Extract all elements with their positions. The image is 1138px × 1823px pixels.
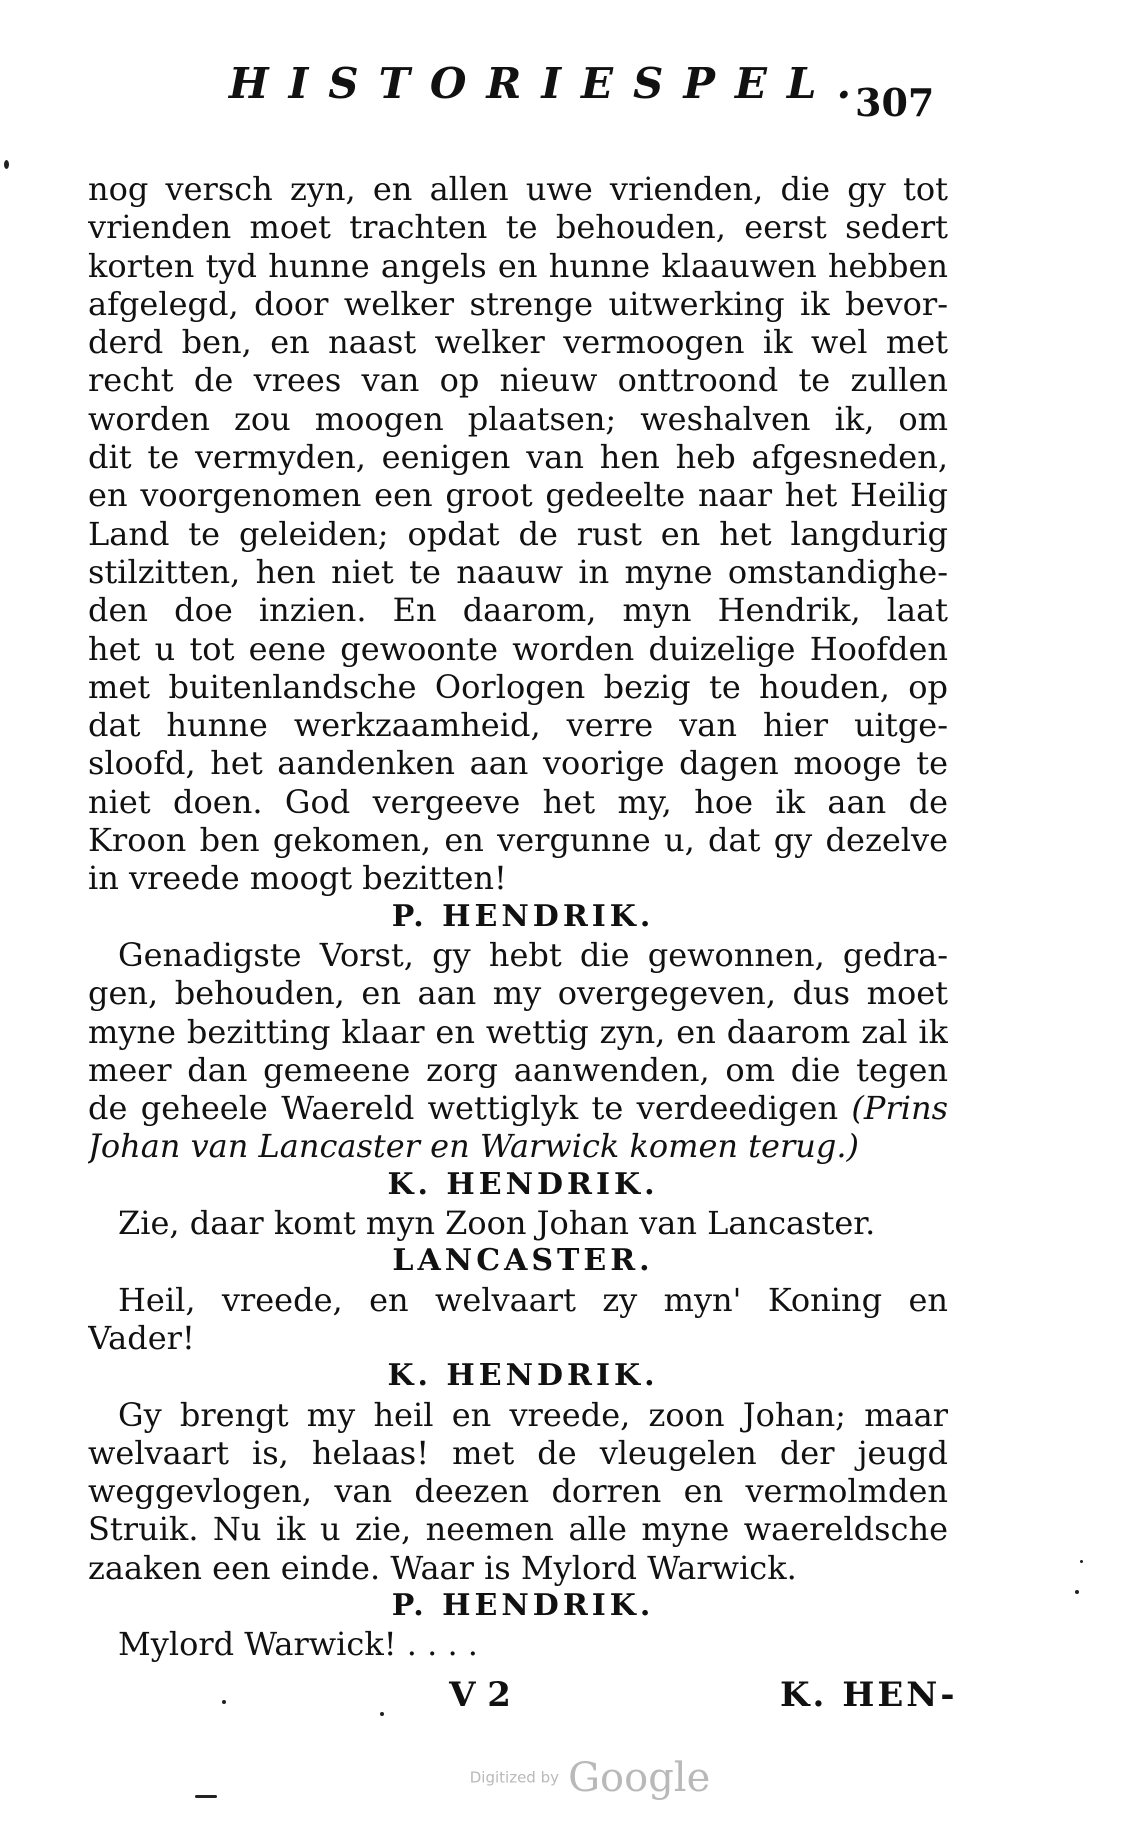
stage-direction: (Prins — [851, 1089, 948, 1128]
text-line — [88, 1089, 948, 1127]
text-line: Gy brengt my heil en vreede, zoon Johan; maar — [118, 1395, 948, 1434]
text-line: Struik. Nu ik u zie, neemen alle myne waereldsche — [88, 1510, 948, 1549]
text-line: myne bezitting klaar en wettig zyn, en daarom zal ik — [88, 1012, 948, 1051]
speaker-heading: K. HENDRIK. — [387, 1166, 659, 1202]
ink-speck — [1080, 1560, 1083, 1563]
text-line: en voorgenomen een groot gedeelte naar het Heilig — [88, 476, 948, 515]
text-segment: de geheele Waereld wettiglyk te verdeedigen — [88, 1089, 839, 1128]
text-line: afgelegd, door welker strenge uitwerking ik bevor- — [88, 284, 948, 323]
text-line: recht de vrees van op nieuw onttroond te zullen — [88, 361, 948, 400]
digitization-watermark — [460, 1752, 720, 1802]
text-line: welvaart is, helaas! met de vleugelen der jeugd — [88, 1433, 948, 1472]
watermark-logo: Google — [568, 1754, 711, 1801]
ink-speck — [1075, 1590, 1079, 1594]
text-line: Heil, vreede, en welvaart zy myn' Koning en — [118, 1280, 948, 1319]
text-line: zaaken een einde. Waar is Mylord Warwick. — [88, 1548, 797, 1587]
text-line: Mylord Warwick! . . . . — [118, 1625, 478, 1664]
catchword: K. HEN- — [780, 1675, 958, 1715]
text-line: Land te geleiden; opdat de rust en het langdurig — [88, 514, 948, 553]
signature-mark: V 2 — [449, 1675, 511, 1715]
text-line: worden zou moogen plaatsen; weshalven ik, om — [88, 399, 948, 438]
text-line: stilzitten, hen niet te naauw in myne omstandighe- — [88, 552, 948, 591]
text-line: nog versch zyn, en allen uwe vrienden, die gy tot — [88, 170, 948, 208]
text-line: weggevlogen, van deezen dorren en vermolmden — [88, 1472, 948, 1511]
text-line: dit te vermyden, eenigen van hen heb afgesneden, — [88, 438, 948, 477]
text-line: Zie, daar komt myn Zoon Johan van Lancaster. — [118, 1204, 876, 1243]
speaker-heading: P. HENDRIK. — [391, 898, 655, 934]
text-line: in vreede moogt bezitten! — [88, 859, 507, 898]
text-line: meer dan gemeene zorg aanwenden, om die tegen — [88, 1050, 948, 1089]
ink-speck — [4, 160, 9, 169]
stage-direction: Johan van Lancaster en Warwick komen terug.) — [88, 1127, 859, 1166]
ink-speck — [195, 1795, 217, 1798]
speaker-heading: P. HENDRIK. — [391, 1587, 655, 1623]
speaker-heading: K. HENDRIK. — [387, 1358, 659, 1394]
text-line: den doe inzien. En daarom, myn Hendrik, laat — [88, 591, 948, 630]
text-line: korten tyd hunne angels en hunne klaauwen hebben — [88, 246, 948, 285]
page-number: 307 — [855, 80, 935, 125]
speaker-heading: LANCASTER. — [392, 1243, 654, 1279]
text-line: Vader! — [88, 1318, 195, 1357]
text-line: Genadigste Vorst, gy hebt die gewonnen, gedra- — [118, 935, 948, 974]
ink-speck — [222, 1700, 226, 1704]
text-line: dat hunne werkzaamheid, verre van hier uitge- — [88, 706, 948, 745]
body-text — [88, 170, 948, 1664]
ink-speck — [380, 1712, 384, 1716]
text-line: vrienden moet trachten te behouden, eerst sedert — [88, 208, 948, 247]
running-title: HISTORIESPEL. — [228, 59, 872, 108]
text-line: met buitenlandsche Oorlogen bezig te houden, op — [88, 667, 948, 706]
text-line: derd ben, en naast welker vermoogen ik wel met — [88, 323, 948, 362]
text-line: niet doen. God vergeeve het my, hoe ik aan de — [88, 782, 948, 821]
text-line: gen, behouden, en aan my overgegeven, dus moet — [88, 974, 948, 1013]
text-line: het u tot eene gewoonte worden duizelige Hoofden — [88, 629, 948, 668]
text-line: Kroon ben gekomen, en vergunne u, dat gy dezelve — [88, 821, 948, 860]
text-line: sloofd, het aandenken aan voorige dagen mooge te — [88, 744, 948, 783]
watermark-label: Digitized by — [469, 1768, 559, 1787]
